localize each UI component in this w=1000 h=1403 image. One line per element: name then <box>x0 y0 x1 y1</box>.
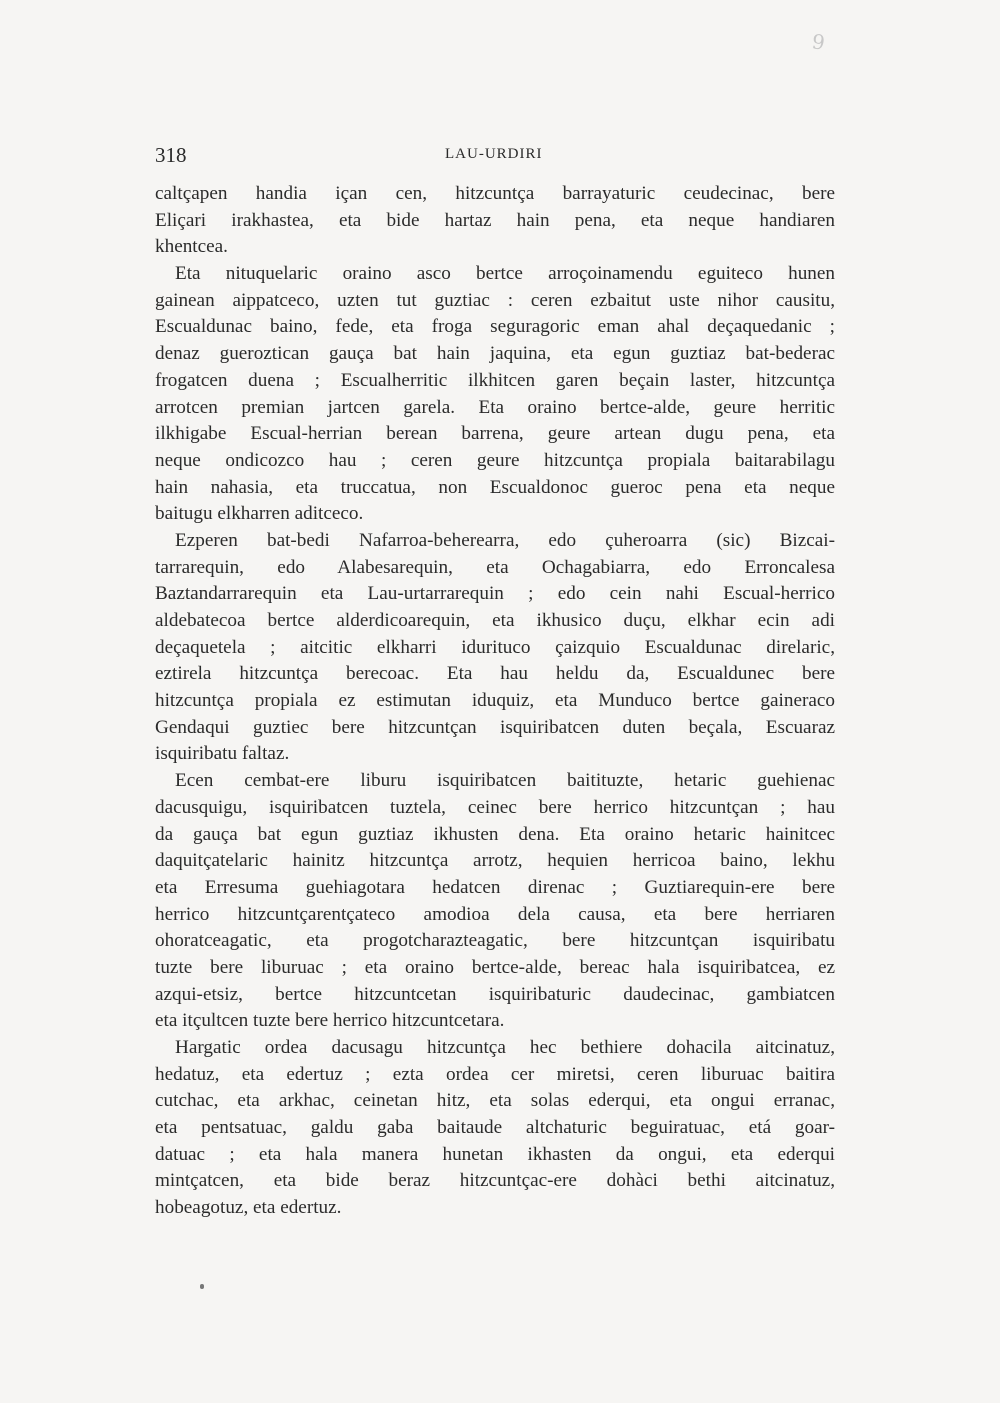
margin-pencil-mark: 9 <box>810 29 827 55</box>
text-line: cutchac, eta arkhac, ceinetan hitz, eta solas ederqui, eta ongui erranac, <box>155 1090 835 1112</box>
text-line: hitzcuntça propiala ez estimutan iduquiz, eta Munduco bertce gaineraco <box>155 690 835 712</box>
text-line: arrotcen premian jartcen garela. Eta oraino bertce-alde, geure herritic <box>155 396 835 418</box>
text-line: hobeagotuz, eta edertuz. <box>155 1197 342 1219</box>
text-line: tarrarequin, edo Alabesarequin, eta Ochagabiarra, edo Erroncalesa <box>155 556 835 578</box>
running-title: LAU-URDIRI <box>445 146 543 162</box>
text-line: eta itçultcen tuzte bere herrico hitzcuntcetara. <box>155 1010 505 1032</box>
page-header <box>155 143 835 173</box>
text-line: Baztandarrarequin eta Lau-urtarrarequin ; edo cein nahi Escual-herrico <box>155 583 835 605</box>
text-line: hedatuz, eta edertuz ; ezta ordea cer miretsi, ceren liburuac baitira <box>155 1063 835 1085</box>
text-line: gainean aippatceco, uzten tut guztiac : ceren ezbaitut uste nihor causitu, <box>155 289 835 311</box>
paragraph <box>155 528 835 768</box>
text-line: frogatcen duena ; Escualherritic ilkhitcen garen beçain laster, hitzcuntça <box>155 369 835 391</box>
paragraph <box>155 181 835 261</box>
text-line: herrico hitzcuntçarentçateco amodioa dela causa, eta bere herriaren <box>155 903 835 925</box>
text-line: caltçapen handia içan cen, hitzcuntça barrayaturic ceudecinac, bere <box>155 183 835 204</box>
text-line: ilkhigabe Escual-herrian berean barrena, geure artean dugu pena, eta <box>155 423 835 445</box>
text-line: daquitçatelaric hainitz hitzcuntça arrotz, hequien herricoa baino, lekhu <box>155 850 835 872</box>
text-line: dacusquigu, isquiribatcen tuztela, ceinec bere herrico hitzcuntçan ; hau <box>155 796 835 818</box>
page-number: 318 <box>155 143 187 167</box>
text-line: azqui-etsiz, bertce hitzcuntcetan isquiribaturic daudecinac, gambiatcen <box>155 983 835 1005</box>
text-line: da gauça bat egun guztiaz ikhusten dena. Eta oraino hetaric hainitcec <box>155 823 835 845</box>
text-line: Eliçari irakhastea, eta bide hartaz hain pena, eta neque handiaren <box>155 209 835 231</box>
text-line: Ezperen bat-bedi Nafarroa-beherearra, edo çuheroarra (sic) Bizcai- <box>175 529 835 551</box>
text-line: ohoratceagatic, eta progotcharazteagatic, bere hitzcuntçan isquiribatu <box>155 930 835 952</box>
text-line: baitugu elkharren aditceco. <box>155 503 364 525</box>
paragraph <box>155 1035 835 1222</box>
text-line: deçaquetela ; aitcitic elkharri idurituco çaizquio Escualdunac direlaric, <box>155 636 835 658</box>
text-line: Gendaqui guztiec bere hitzcuntçan isquiribatcen duten beçala, Escuaraz <box>155 716 835 738</box>
text-line: mintçatcen, eta bide beraz hitzcuntçac-ere dohàci bethi aitcinatuz, <box>155 1170 835 1192</box>
body-text <box>155 181 835 1222</box>
text-line: Eta nituquelaric oraino asco bertce arroçoinamendu eguiteco hunen <box>175 263 835 285</box>
text-line: datuac ; eta hala manera hunetan ikhasten da ongui, eta ederqui <box>155 1143 835 1165</box>
text-line: khentcea. <box>155 236 228 258</box>
text-line: isquiribatu faltaz. <box>155 743 290 765</box>
paragraph <box>155 261 835 528</box>
text-line: neque ondicozco hau ; ceren geure hitzcuntça propiala baitarabilagu <box>155 449 835 471</box>
text-line: denaz gueroztican gauça bat hain jaquina, eta egun guztiaz bat-bederac <box>155 343 835 365</box>
text-line: eta Erresuma guehiagotara hedatcen direnac ; Guztiarequin-ere bere <box>155 876 835 898</box>
text-line: tuzte bere liburuac ; eta oraino bertce-alde, bereac hala isquiribatcea, ez <box>155 956 835 978</box>
text-line: eztirela hitzcuntça berecoac. Eta hau heldu da, Escualdunec bere <box>155 663 835 685</box>
text-line: hain nahasia, eta truccatua, non Escualdonoc gueroc pena eta neque <box>155 476 835 498</box>
text-line: Escualdunac baino, fede, eta froga seguragoric eman ahal deçaquedanic ; <box>155 316 835 338</box>
paragraph <box>155 768 835 1035</box>
paper-speck <box>200 1284 204 1289</box>
text-line: Ecen cembat-ere liburu isquiribatcen baitituzte, hetaric guehienac <box>175 770 835 792</box>
text-line: eta pentsatuac, galdu gaba baitaude altchaturic beguiratuac, etá goar- <box>155 1117 835 1139</box>
text-line: aldebatecoa bertce alderdicoarequin, eta ikhusico duçu, elkhar ecin adi <box>155 610 835 631</box>
text-line: Hargatic ordea dacusagu hitzcuntça hec bethiere dohacila aitcinatuz, <box>175 1037 835 1058</box>
